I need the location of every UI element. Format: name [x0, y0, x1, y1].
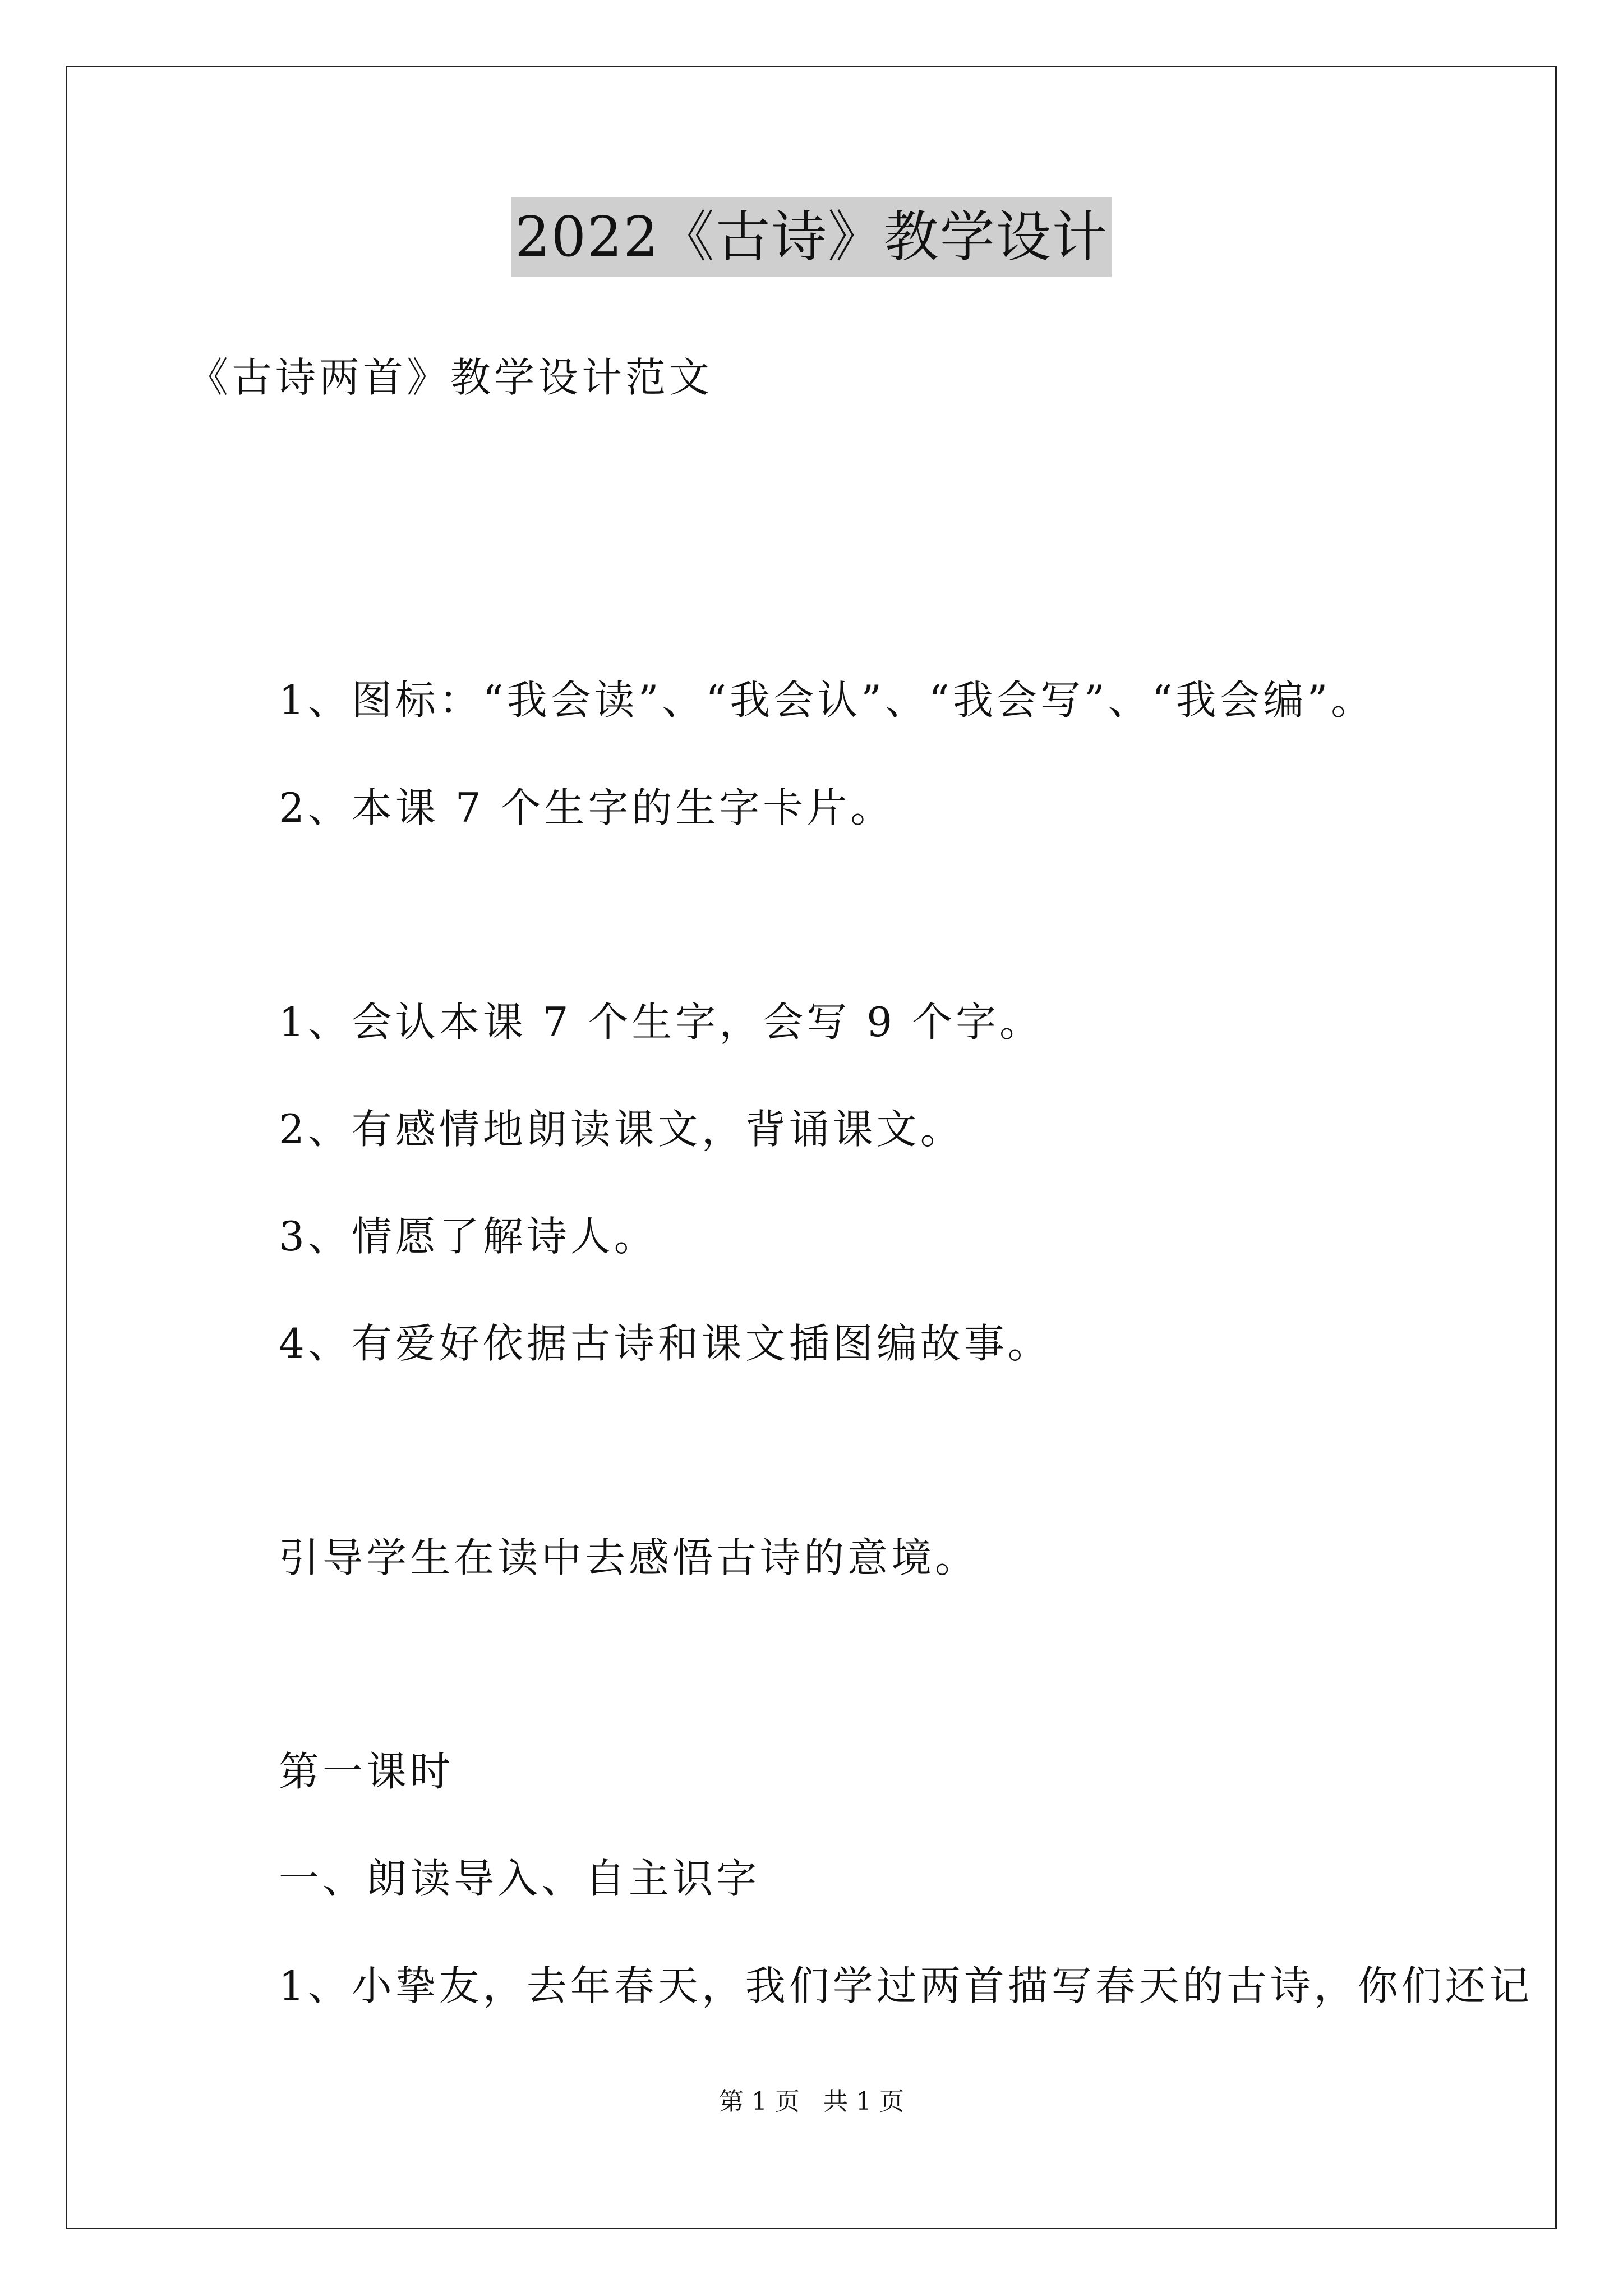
- page-footer: 第 1 页 共 1 页: [719, 2087, 904, 2116]
- paragraph-materials-1: 1、图标：“我会读”、“我会认”、“我会写”、“我会编”。: [279, 677, 1375, 724]
- paragraph-materials-2: 2、本课 7 个生字的生字卡片。: [279, 784, 895, 831]
- paragraph-goal-2: 2、有感情地朗读课文，背诵课文。: [279, 1106, 964, 1153]
- document-title: 2022《古诗》教学设计: [511, 197, 1111, 277]
- paragraph-intro: 1、小挚友，去年春天，我们学过两首描写春天的古诗，你们还记: [279, 1962, 1533, 2009]
- paragraph-goal-4: 4、有爱好依据古诗和课文插图编故事。: [279, 1320, 1052, 1367]
- document-subtitle: 《古诗两首》教学设计范文: [188, 354, 713, 401]
- section-heading-lesson-one: 第一课时: [279, 1748, 454, 1795]
- paragraph-goal-1: 1、会认本课 7 个生字，会写 9 个字。: [279, 999, 1043, 1046]
- document-title-wrap: [0, 197, 1623, 277]
- subsection-heading: 一、朗读导入、自主识字: [279, 1855, 760, 1902]
- paragraph-key-point: 引导学生在读中去感悟古诗的意境。: [279, 1534, 979, 1581]
- paragraph-goal-3: 3、情愿了解诗人。: [279, 1213, 658, 1260]
